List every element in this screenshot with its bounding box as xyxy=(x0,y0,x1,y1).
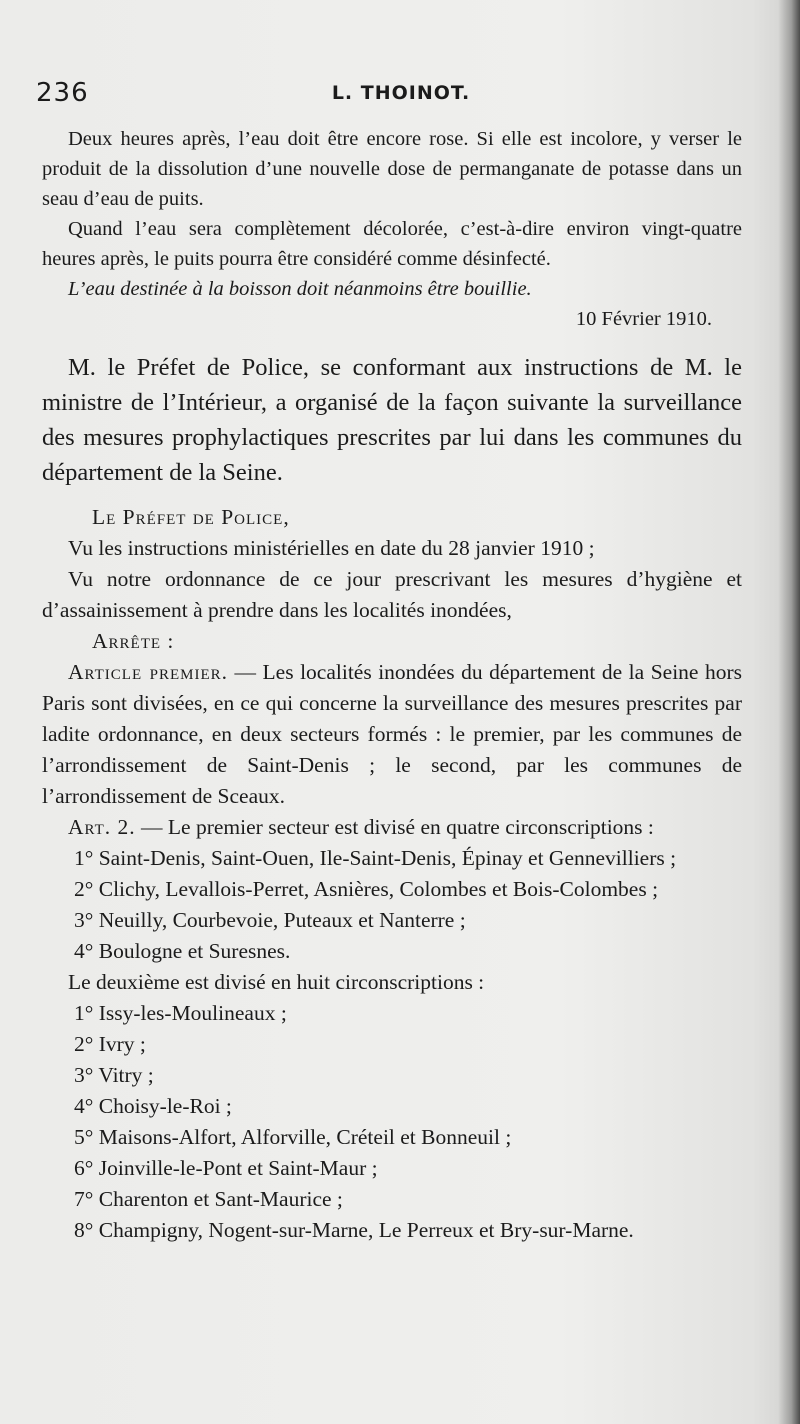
article-premier-text: — Les localités inondées du département de la Seine hors Paris sont divisées, en ce qui concerne la surveillance des mesures prescrites par ladite ordonnance, en deux secteurs formés : le premier, par les communes de l’arrondissement de Saint-Denis ; le second, par les communes de l’arrondissement de Sceaux. xyxy=(42,660,742,808)
list-item: 6° Joinville-le-Pont et Saint-Maur ; xyxy=(74,1156,378,1180)
vu-ordonnance: Vu notre ordonnance de ce jour prescrivant les mesures d’hygiène et d’assainissement à prendre dans les localités inondées, xyxy=(42,567,742,622)
page-spine-shadow xyxy=(778,0,800,1424)
list-item: 7° Charenton et Sant-Maurice ; xyxy=(74,1187,343,1211)
list-item: 4° Choisy-le-Roi ; xyxy=(74,1094,232,1118)
decree-date: 10 Février 1910. xyxy=(575,308,712,330)
vu-instructions: Vu les instructions ministérielles en date du 28 janvier 1910 ; xyxy=(68,536,595,560)
sector-2-list xyxy=(42,998,742,1246)
article-premier xyxy=(42,657,742,812)
list-item: 8° Champigny, Nogent-sur-Marne, Le Perreux et Bry-sur-Marne. xyxy=(74,1218,634,1242)
sector-1-list xyxy=(42,843,742,967)
list-item: 4° Boulogne et Suresnes. xyxy=(74,939,291,963)
list-item: 3° Vitry ; xyxy=(74,1063,154,1087)
page-header xyxy=(36,78,766,112)
list-item: 3° Neuilly, Courbevoie, Puteaux et Nanterre ; xyxy=(74,908,466,932)
spacer xyxy=(42,490,742,502)
list-item: 1° Saint-Denis, Saint-Ouen, Ile-Saint-Denis, Épinay et Gennevilliers ; xyxy=(74,846,677,870)
sector-2-intro: Le deuxième est divisé en huit circonscriptions : xyxy=(68,970,485,994)
list-item: 2° Ivry ; xyxy=(74,1032,146,1056)
paragraph-pink-water: Deux heures après, l’eau doit être encore rose. Si elle est incolore, y verser le produit de la dissolution d’une nouvelle dose de permanganate de potasse dans un seau d’eau de puits. xyxy=(42,128,742,210)
article-premier-label: Article premier. xyxy=(68,660,229,684)
paragraph-decolorized: Quand l’eau sera complètement décolorée, c’est-à-dire environ vingt-quatre heures après, le puits pourra être considéré comme désinfecté. xyxy=(42,218,742,270)
list-item: 2° Clichy, Levallois-Perret, Asnières, Colombes et Bois-Colombes ; xyxy=(74,877,659,901)
spacer xyxy=(42,334,742,350)
list-item: 5° Maisons-Alfort, Alforville, Créteil et Bonneuil ; xyxy=(74,1125,512,1149)
article-2-text: — Le premier secteur est divisé en quatre circonscriptions : xyxy=(135,815,654,839)
paragraph-prefet-intro: M. le Préfet de Police, se conformant aux instructions de M. le ministre de l’Intérieur, a organisé de la façon suivante la surveillance des mesures prophylactiques prescrites par lui dans les communes du département de la Seine. xyxy=(42,354,742,486)
page-number: 236 xyxy=(36,78,89,108)
list-item: 1° Issy-les-Moulineaux ; xyxy=(74,1001,287,1025)
arrete-heading: Arrête : xyxy=(92,629,175,653)
paragraph-boil-water: L’eau destinée à la boisson doit néanmoins être bouillie. xyxy=(68,278,532,300)
prefet-heading: Le Préfet de Police, xyxy=(92,505,290,529)
article-2-label: Art. 2. xyxy=(68,815,136,839)
page-body xyxy=(42,124,742,1246)
running-title: L. THOINOT. xyxy=(331,82,471,104)
article-2 xyxy=(42,812,742,843)
